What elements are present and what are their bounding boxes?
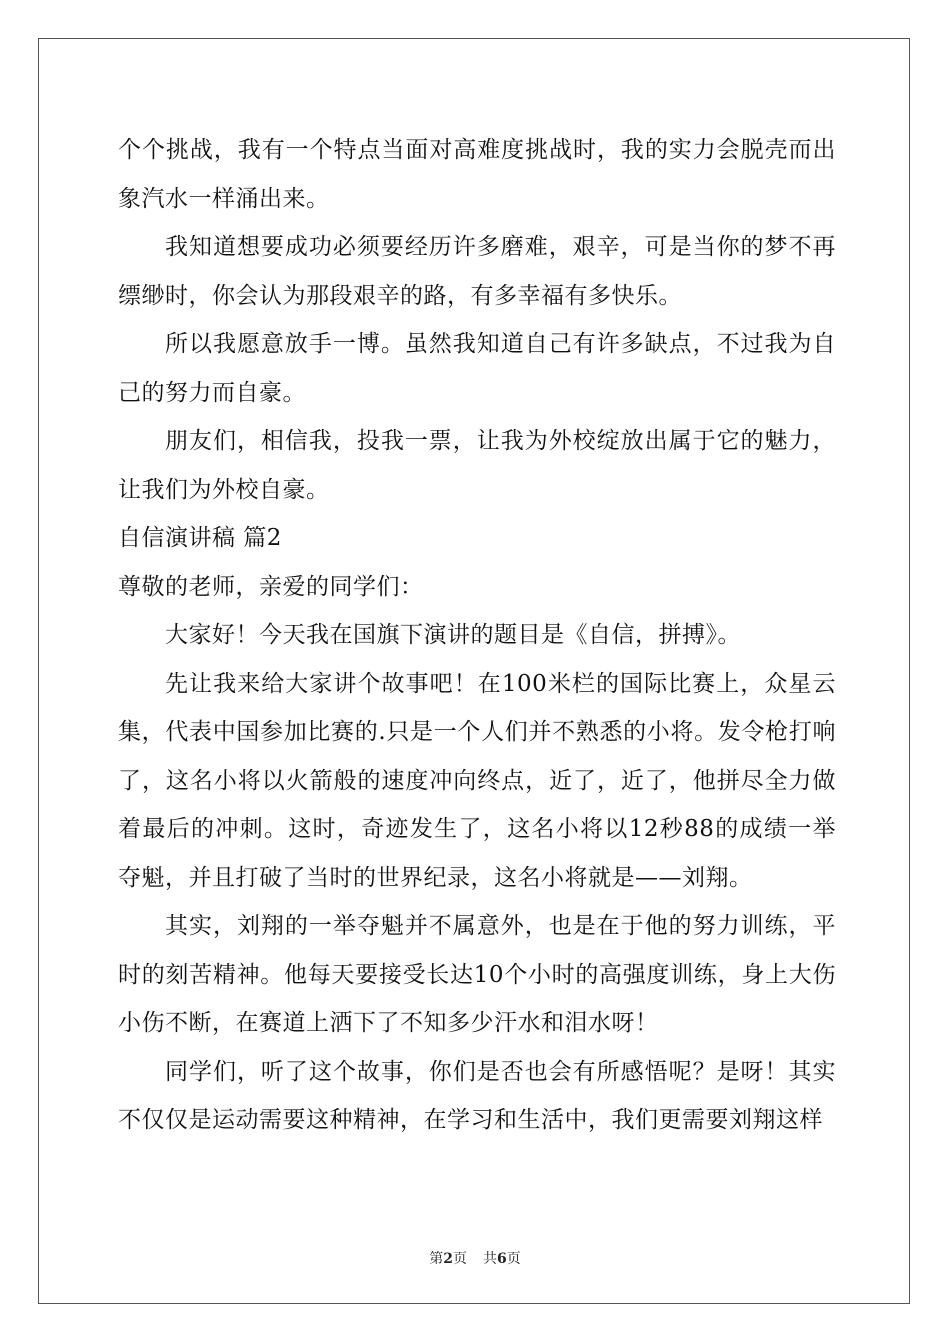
- page-footer: [0, 1248, 950, 1268]
- document-body: [118, 126, 836, 1145]
- paragraph-story: 先让我来给大家讲个故事吧！在100米栏的国际比赛上，众星云集，代表中国参加比赛的.只是一个人们并不熟悉的小将。发令枪打响了，这名小将以火箭般的速度冲向终点，近了，近了，他拼尽全力做着最后的冲刺。这时，奇迹发生了，这名小将以12秒88的成绩一举夺魁，并且打破了当时的世界纪录，这名小将就是——刘翔。: [118, 670, 836, 891]
- salutation: 尊敬的老师，亲爱的同学们：: [118, 573, 424, 600]
- paragraph-2: 我知道想要成功必须要经历许多磨难，艰辛，可是当你的梦不再缥缈时，你会认为那段艰辛的路，有多幸福有多快乐。: [118, 234, 836, 309]
- paragraph-4: 朋友们，相信我，投我一票，让我为外校绽放出属于它的魅力，让我们为外校自豪。: [118, 428, 836, 503]
- section-heading: 自信演讲稿 篇2: [118, 525, 282, 551]
- page-total: 6: [497, 1251, 507, 1267]
- total-prefix: 共: [483, 1251, 497, 1267]
- paragraph-3: 所以我愿意放手一博。虽然我知道自己有许多缺点，不过我为自己的努力而自豪。: [118, 331, 836, 406]
- paragraph-greeting: 大家好！今天我在国旗下演讲的题目是《自信，拼搏》。: [165, 622, 741, 648]
- paragraph-1: 个个挑战，我有一个特点当面对高难度挑战时，我的实力会脱壳而出象汽水一样涌出来。: [118, 137, 836, 212]
- total-suffix: 页: [506, 1251, 521, 1267]
- paragraph-reflection: 同学们，听了这个故事，你们是否也会有所感悟呢？是呀！其实不仅仅是运动需要这种精神，在学习和生活中，我们更需要刘翔这样: [118, 1058, 836, 1133]
- page-suffix: 页: [453, 1251, 467, 1267]
- paragraph-training: 其实，刘翔的一举夺魁并不属意外，也是在于他的努力训练，平时的刻苦精神。他每天要接受长达10个小时的高强度训练，身上大伤小伤不断，在赛道上洒下了不知多少汗水和泪水呀！: [118, 913, 836, 1036]
- page-current: 2: [443, 1251, 453, 1267]
- page-prefix: 第: [429, 1251, 444, 1267]
